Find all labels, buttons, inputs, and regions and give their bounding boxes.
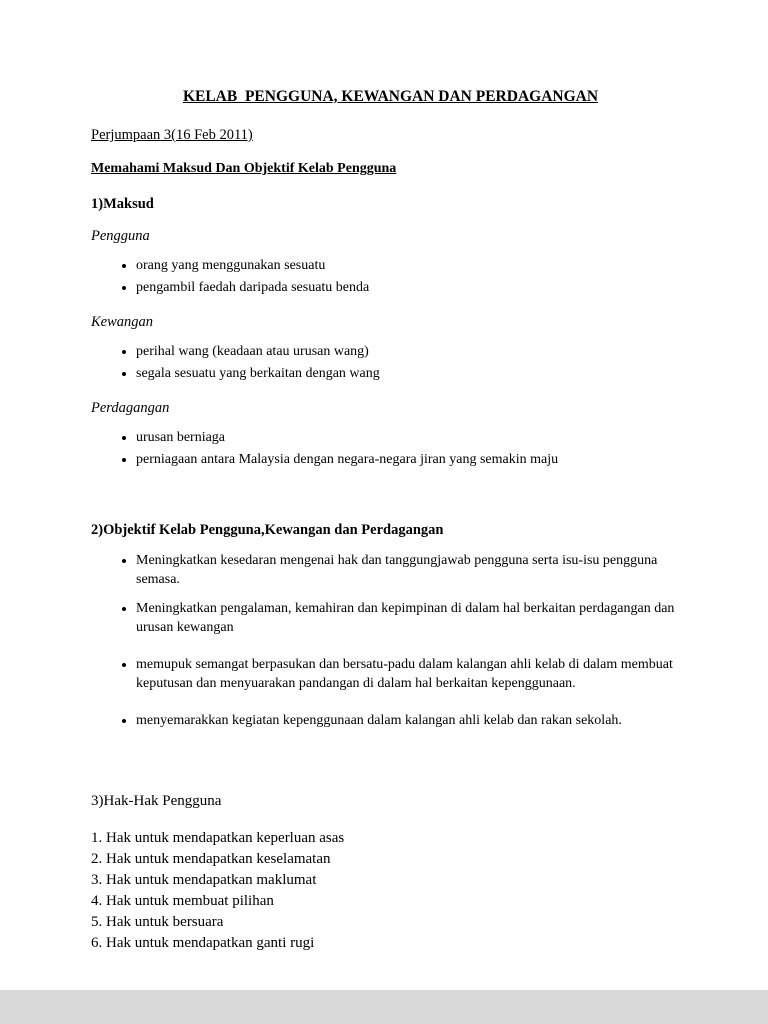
pengguna-bullet-list — [91, 255, 690, 299]
bullet-item: • perihal wang (keadaan atau urusan wang) — [136, 341, 690, 363]
bullet-item: • perniagaan antara Malaysia dengan negara-negara jiran yang semakin maju — [136, 449, 690, 471]
perdagangan-bullet-list — [91, 427, 690, 471]
section3-heading: 3)Hak-Hak Pengguna — [91, 793, 222, 809]
page-bottom-margin-band — [0, 990, 768, 1024]
list-item: 6. Hak untuk mendapatkan ganti rugi — [91, 935, 315, 951]
bullet-item: • segala sesuatu yang berkaitan dengan wang — [136, 363, 690, 385]
list-item: 5. Hak untuk bersuara — [91, 914, 224, 930]
list-item: 1. Hak untuk mendapatkan keperluan asas — [91, 830, 345, 846]
document-subtitle: Memahami Maksud Dan Objektif Kelab Pengguna — [91, 161, 397, 176]
term-kewangan: Kewangan — [91, 314, 154, 330]
term-perdagangan: Perdagangan — [91, 400, 170, 416]
section1-heading: 1)Maksud — [91, 196, 154, 212]
bullet-item: • memupuk semangat berpasukan dan bersatu-padu dalam kalangan ahli kelab di dalam membuat keputusan dan menyuarakan pandangan di dalam hal berkaitan kepenggunaan. — [136, 655, 690, 693]
term-pengguna: Pengguna — [91, 228, 150, 244]
bullet-item: • urusan berniaga — [136, 427, 690, 449]
list-item: 2. Hak untuk mendapatkan keselamatan — [91, 851, 331, 867]
consumer-rights-list — [91, 830, 690, 953]
document-title: KELAB PENGGUNA, KEWANGAN DAN PERDAGANGAN — [182, 88, 599, 105]
list-item: 3. Hak untuk mendapatkan maklumat — [91, 872, 317, 888]
kewangan-bullet-list — [91, 341, 690, 385]
bullet-item: • Meningkatkan pengalaman, kemahiran dan kepimpinan di dalam hal berkaitan perdagangan dan urusan kewangan — [136, 599, 690, 637]
bullet-item: • orang yang menggunakan sesuatu — [136, 255, 690, 277]
meeting-date-line: Perjumpaan 3(16 Feb 2011) — [91, 127, 253, 143]
list-item: 4. Hak untuk membuat pilihan — [91, 893, 274, 909]
bullet-item: • menyemarakkan kegiatan kepenggunaan dalam kalangan ahli kelab dan rakan sekolah. — [136, 711, 690, 730]
objectives-bullet-list — [91, 551, 690, 730]
bullet-item: • pengambil faedah daripada sesuatu benda — [136, 277, 690, 299]
section2-heading: 2)Objektif Kelab Pengguna,Kewangan dan Perdagangan — [91, 522, 444, 538]
bullet-item: • Meningkatkan kesedaran mengenai hak dan tanggungjawab pengguna serta isu-isu pengguna semasa. — [136, 551, 690, 589]
